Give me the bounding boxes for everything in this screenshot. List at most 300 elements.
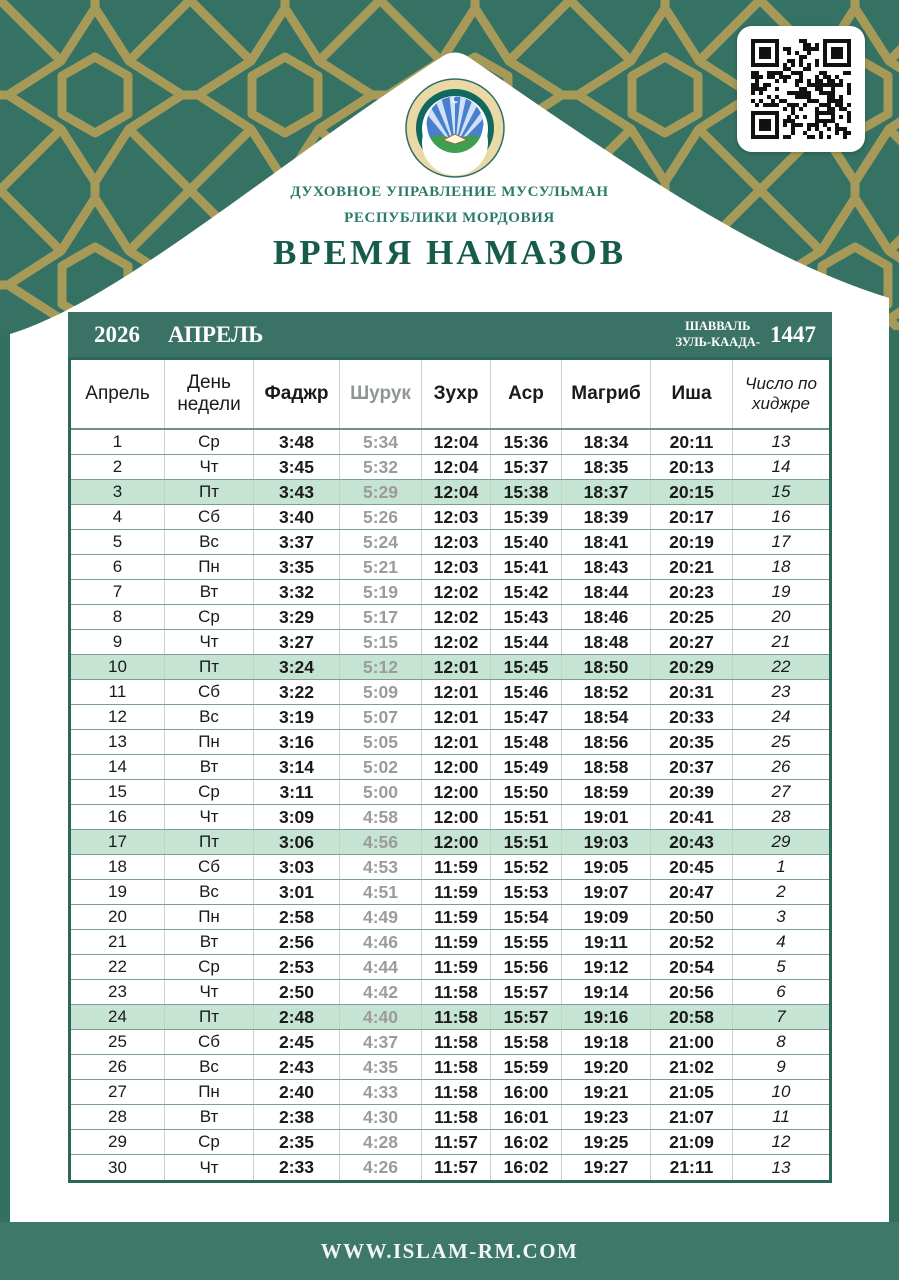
table-row [71,955,829,980]
table-row [71,505,829,530]
cell-zuhr: 12:02 [422,605,491,629]
cell-maghrib: 18:46 [562,605,651,629]
cell-asr: 15:49 [491,755,562,779]
month-label: АПРЕЛЬ [168,321,264,347]
cell-weekday: Вт [165,580,254,604]
cell-weekday: Ср [165,955,254,979]
cell-asr: 15:39 [491,505,562,529]
table-row [71,680,829,705]
cell-asr: 15:46 [491,680,562,704]
cell-asr: 15:44 [491,630,562,654]
cell-weekday: Чт [165,980,254,1004]
table-row [71,455,829,480]
cell-hijri: 20 [771,607,791,626]
cell-fajr: 2:45 [254,1030,340,1054]
cell-fajr: 2:38 [254,1105,340,1129]
cell-weekday: Чт [165,455,254,479]
table-row [71,480,829,505]
cell-isha: 20:41 [651,805,733,829]
cell-fajr: 2:40 [254,1080,340,1104]
cell-isha: 20:17 [651,505,733,529]
cell-weekday: Пт [165,480,254,504]
cell-zuhr: 12:01 [422,680,491,704]
table-header-row [71,360,829,430]
cell-weekday: Пн [165,555,254,579]
cell-shuruk: 4:37 [340,1030,422,1054]
cell-maghrib: 18:50 [562,655,651,679]
cell-hijri: 21 [771,632,791,651]
cell-hijri: 25 [771,732,791,751]
cell-zuhr: 12:04 [422,430,491,454]
cell-shuruk: 4:33 [340,1080,422,1104]
cell-shuruk: 5:29 [340,480,422,504]
cell-fajr: 3:14 [254,755,340,779]
hijri-months-label [676,319,760,350]
cell-asr: 15:38 [491,480,562,504]
cell-zuhr: 12:03 [422,555,491,579]
cell-isha: 20:56 [651,980,733,1004]
cell-zuhr: 12:00 [422,755,491,779]
table-row [71,930,829,955]
cell-hijri: 5 [776,957,786,976]
cell-maghrib: 19:07 [562,880,651,904]
cell-weekday: Пт [165,1005,254,1029]
cell-maghrib: 19:11 [562,930,651,954]
cell-date: 26 [71,1055,165,1079]
table-row [71,805,829,830]
month-band [68,312,832,357]
cell-isha: 20:43 [651,830,733,854]
cell-shuruk: 5:02 [340,755,422,779]
table-row [71,705,829,730]
cell-date: 10 [71,655,165,679]
cell-zuhr: 12:04 [422,480,491,504]
cell-isha: 20:27 [651,630,733,654]
cell-zuhr: 12:01 [422,705,491,729]
cell-maghrib: 18:48 [562,630,651,654]
cell-hijri: 24 [771,707,791,726]
table-row [71,1155,829,1180]
cell-maghrib: 18:39 [562,505,651,529]
hijri-month-line1: ШАВВАЛЬ [685,318,751,333]
cell-asr: 15:50 [491,780,562,804]
cell-shuruk: 5:24 [340,530,422,554]
cell-asr: 15:51 [491,805,562,829]
table-row [71,755,829,780]
cell-zuhr: 11:58 [422,1080,491,1104]
cell-weekday: Вт [165,930,254,954]
cell-asr: 15:52 [491,855,562,879]
cell-hijri: 11 [772,1107,790,1126]
cell-weekday: Пт [165,830,254,854]
qr-card [737,26,865,152]
cell-date: 8 [71,605,165,629]
cell-fajr: 2:56 [254,930,340,954]
cell-zuhr: 11:58 [422,1005,491,1029]
cell-weekday: Вс [165,1055,254,1079]
cell-isha: 20:21 [651,555,733,579]
left-frame-strip [0,330,10,1222]
cell-asr: 15:54 [491,905,562,929]
cell-shuruk: 5:26 [340,505,422,529]
cell-isha: 21:09 [651,1130,733,1154]
cell-hijri: 3 [776,907,786,926]
cell-fajr: 3:22 [254,680,340,704]
cell-fajr: 3:24 [254,655,340,679]
cell-hijri: 16 [771,507,791,526]
cell-isha: 20:52 [651,930,733,954]
column-header: Число по хиджре [745,374,817,413]
cell-zuhr: 11:58 [422,980,491,1004]
cell-zuhr: 12:04 [422,455,491,479]
cell-zuhr: 11:59 [422,880,491,904]
cell-shuruk: 4:28 [340,1130,422,1154]
cell-shuruk: 4:44 [340,955,422,979]
table-row [71,580,829,605]
cell-fajr: 3:40 [254,505,340,529]
column-header: Аср [491,360,562,428]
cell-date: 2 [71,455,165,479]
cell-fajr: 3:43 [254,480,340,504]
cell-maghrib: 19:20 [562,1055,651,1079]
cell-isha: 20:33 [651,705,733,729]
cell-asr: 15:41 [491,555,562,579]
cell-zuhr: 12:00 [422,830,491,854]
table-row [71,880,829,905]
cell-fajr: 3:11 [254,780,340,804]
column-header: Фаджр [254,360,340,428]
cell-date: 21 [71,930,165,954]
cell-hijri: 28 [771,807,791,826]
cell-isha: 21:11 [651,1155,733,1180]
cell-asr: 15:59 [491,1055,562,1079]
cell-fajr: 2:50 [254,980,340,1004]
cell-fajr: 2:35 [254,1130,340,1154]
cell-asr: 15:42 [491,580,562,604]
cell-hijri: 4 [776,932,786,951]
cell-zuhr: 12:00 [422,805,491,829]
cell-maghrib: 18:34 [562,430,651,454]
cell-weekday: Сб [165,1030,254,1054]
cell-isha: 20:58 [651,1005,733,1029]
cell-isha: 20:31 [651,680,733,704]
cell-zuhr: 11:59 [422,930,491,954]
cell-asr: 15:40 [491,530,562,554]
cell-weekday: Пн [165,905,254,929]
cell-fajr: 2:43 [254,1055,340,1079]
cell-maghrib: 19:21 [562,1080,651,1104]
cell-date: 4 [71,505,165,529]
column-header: Апрель [71,360,165,428]
cell-date: 18 [71,855,165,879]
cell-isha: 20:19 [651,530,733,554]
cell-hijri: 2 [776,882,786,901]
table-body [71,430,829,1180]
cell-isha: 20:47 [651,880,733,904]
cell-zuhr: 12:03 [422,530,491,554]
cell-fajr: 2:53 [254,955,340,979]
cell-hijri: 22 [771,657,791,676]
cell-shuruk: 5:17 [340,605,422,629]
cell-fajr: 3:32 [254,580,340,604]
qr-code-icon [751,39,851,139]
cell-maghrib: 19:16 [562,1005,651,1029]
cell-hijri: 7 [776,1007,786,1026]
column-header: Магриб [562,360,651,428]
cell-isha: 20:39 [651,780,733,804]
table-row [71,555,829,580]
cell-isha: 20:15 [651,480,733,504]
cell-zuhr: 11:58 [422,1105,491,1129]
cell-asr: 15:58 [491,1030,562,1054]
cell-shuruk: 4:40 [340,1005,422,1029]
cell-weekday: Вс [165,705,254,729]
cell-asr: 15:48 [491,730,562,754]
cell-maghrib: 19:25 [562,1130,651,1154]
cell-zuhr: 12:00 [422,780,491,804]
cell-weekday: Вт [165,755,254,779]
cell-shuruk: 5:32 [340,455,422,479]
cell-weekday: Вс [165,530,254,554]
org-name-line1: ДУХОВНОЕ УПРАВЛЕНИЕ МУСУЛЬМАН [290,184,609,200]
column-header: День недели [165,360,254,428]
cell-shuruk: 5:05 [340,730,422,754]
cell-asr: 15:47 [491,705,562,729]
cell-isha: 21:07 [651,1105,733,1129]
table-row [71,605,829,630]
cell-maghrib: 18:59 [562,780,651,804]
table-row [71,1130,829,1155]
cell-asr: 16:02 [491,1155,562,1180]
cell-shuruk: 4:46 [340,930,422,954]
table-row [71,905,829,930]
cell-date: 6 [71,555,165,579]
table-row [71,830,829,855]
cell-asr: 15:45 [491,655,562,679]
cell-zuhr: 11:57 [422,1155,491,1180]
cell-date: 9 [71,630,165,654]
cell-isha: 20:50 [651,905,733,929]
cell-maghrib: 19:23 [562,1105,651,1129]
cell-date: 24 [71,1005,165,1029]
cell-fajr: 3:27 [254,630,340,654]
table-row [71,855,829,880]
prayer-times-table [68,357,832,1183]
cell-maghrib: 19:27 [562,1155,651,1180]
page-title: ВРЕМЯ НАМАЗОВ [272,233,627,272]
cell-asr: 15:53 [491,880,562,904]
cell-isha: 20:23 [651,580,733,604]
cell-isha: 20:25 [651,605,733,629]
cell-date: 7 [71,580,165,604]
cell-date: 20 [71,905,165,929]
table-row [71,1105,829,1130]
cell-isha: 20:35 [651,730,733,754]
cell-weekday: Пн [165,1080,254,1104]
cell-isha: 20:54 [651,955,733,979]
cell-maghrib: 18:37 [562,480,651,504]
cell-fajr: 3:48 [254,430,340,454]
cell-hijri: 12 [771,1132,791,1151]
cell-weekday: Вт [165,1105,254,1129]
cell-weekday: Чт [165,1155,254,1180]
cell-fajr: 3:45 [254,455,340,479]
cell-maghrib: 18:43 [562,555,651,579]
cell-weekday: Пн [165,730,254,754]
cell-weekday: Сб [165,505,254,529]
cell-date: 17 [71,830,165,854]
cell-zuhr: 12:02 [422,580,491,604]
cell-date: 5 [71,530,165,554]
cell-maghrib: 18:41 [562,530,651,554]
cell-hijri: 10 [771,1082,791,1101]
cell-shuruk: 4:30 [340,1105,422,1129]
year-label: 2026 [94,321,140,347]
cell-isha: 20:45 [651,855,733,879]
cell-fajr: 3:16 [254,730,340,754]
table-row [71,655,829,680]
cell-fajr: 3:29 [254,605,340,629]
cell-shuruk: 4:53 [340,855,422,879]
cell-zuhr: 12:01 [422,730,491,754]
cell-weekday: Вс [165,880,254,904]
cell-date: 14 [71,755,165,779]
cell-shuruk: 5:09 [340,680,422,704]
cell-fajr: 3:01 [254,880,340,904]
cell-weekday: Чт [165,630,254,654]
cell-asr: 15:43 [491,605,562,629]
cell-hijri: 29 [771,832,791,851]
cell-weekday: Ср [165,430,254,454]
cell-date: 16 [71,805,165,829]
cell-shuruk: 5:34 [340,430,422,454]
footer-band [0,1222,899,1280]
cell-isha: 20:29 [651,655,733,679]
cell-asr: 15:55 [491,930,562,954]
cell-shuruk: 4:26 [340,1155,422,1180]
cell-zuhr: 12:01 [422,655,491,679]
cell-hijri: 17 [771,532,791,551]
org-name-line2: РЕСПУБЛИКИ МОРДОВИЯ [344,210,555,226]
cell-fajr: 3:37 [254,530,340,554]
table-row [71,430,829,455]
cell-date: 27 [71,1080,165,1104]
muftiate-emblem-logo [405,78,505,178]
cell-date: 25 [71,1030,165,1054]
cell-hijri: 13 [771,432,791,451]
table-row [71,1080,829,1105]
cell-hijri: 27 [771,782,791,801]
cell-date: 1 [71,430,165,454]
cell-maghrib: 19:09 [562,905,651,929]
cell-fajr: 3:03 [254,855,340,879]
cell-shuruk: 5:07 [340,705,422,729]
cell-maghrib: 18:52 [562,680,651,704]
cell-date: 13 [71,730,165,754]
cell-weekday: Пт [165,655,254,679]
cell-date: 19 [71,880,165,904]
hijri-month-line2: ЗУЛЬ-КААДА- [675,334,760,349]
table-row [71,1030,829,1055]
cell-weekday: Сб [165,855,254,879]
cell-hijri: 6 [776,982,786,1001]
cell-asr: 16:02 [491,1130,562,1154]
cell-asr: 15:37 [491,455,562,479]
cell-asr: 16:00 [491,1080,562,1104]
cell-date: 28 [71,1105,165,1129]
cell-hijri: 14 [771,457,791,476]
cell-hijri: 9 [776,1057,786,1076]
cell-asr: 16:01 [491,1105,562,1129]
cell-weekday: Ср [165,605,254,629]
cell-shuruk: 5:12 [340,655,422,679]
cell-maghrib: 18:44 [562,580,651,604]
cell-maghrib: 19:01 [562,805,651,829]
table-row [71,980,829,1005]
cell-shuruk: 4:56 [340,830,422,854]
cell-fajr: 2:58 [254,905,340,929]
cell-hijri: 1 [776,857,786,876]
cell-asr: 15:57 [491,1005,562,1029]
cell-shuruk: 4:42 [340,980,422,1004]
cell-fajr: 2:48 [254,1005,340,1029]
cell-isha: 20:37 [651,755,733,779]
cell-asr: 15:56 [491,955,562,979]
cell-weekday: Сб [165,680,254,704]
cell-zuhr: 11:57 [422,1130,491,1154]
table-row [71,630,829,655]
cell-hijri: 23 [771,682,791,701]
column-header: Зухр [422,360,491,428]
cell-fajr: 3:19 [254,705,340,729]
cell-hijri: 26 [771,757,791,776]
cell-weekday: Ср [165,1130,254,1154]
hijri-year-label: 1447 [770,321,816,347]
cell-asr: 15:57 [491,980,562,1004]
cell-maghrib: 19:14 [562,980,651,1004]
cell-maghrib: 18:56 [562,730,651,754]
cell-shuruk: 4:58 [340,805,422,829]
cell-maghrib: 19:18 [562,1030,651,1054]
cell-date: 29 [71,1130,165,1154]
cell-hijri: 13 [771,1157,791,1177]
cell-zuhr: 12:03 [422,505,491,529]
column-header: Шурук [340,360,422,428]
cell-maghrib: 18:35 [562,455,651,479]
cell-date: 3 [71,480,165,504]
cell-date: 11 [71,680,165,704]
cell-date: 15 [71,780,165,804]
cell-shuruk: 4:35 [340,1055,422,1079]
table-row [71,1005,829,1030]
cell-hijri: 15 [771,482,791,501]
cell-date: 12 [71,705,165,729]
cell-shuruk: 5:15 [340,630,422,654]
cell-weekday: Ср [165,780,254,804]
cell-shuruk: 5:00 [340,780,422,804]
cell-date: 22 [71,955,165,979]
cell-isha: 20:13 [651,455,733,479]
cell-shuruk: 4:49 [340,905,422,929]
cell-zuhr: 11:59 [422,955,491,979]
cell-zuhr: 12:02 [422,630,491,654]
cell-isha: 21:05 [651,1080,733,1104]
right-frame-strip [889,330,899,1222]
table-row [71,1055,829,1080]
column-header: Иша [651,360,733,428]
cell-hijri: 8 [776,1032,786,1051]
cell-zuhr: 11:58 [422,1030,491,1054]
